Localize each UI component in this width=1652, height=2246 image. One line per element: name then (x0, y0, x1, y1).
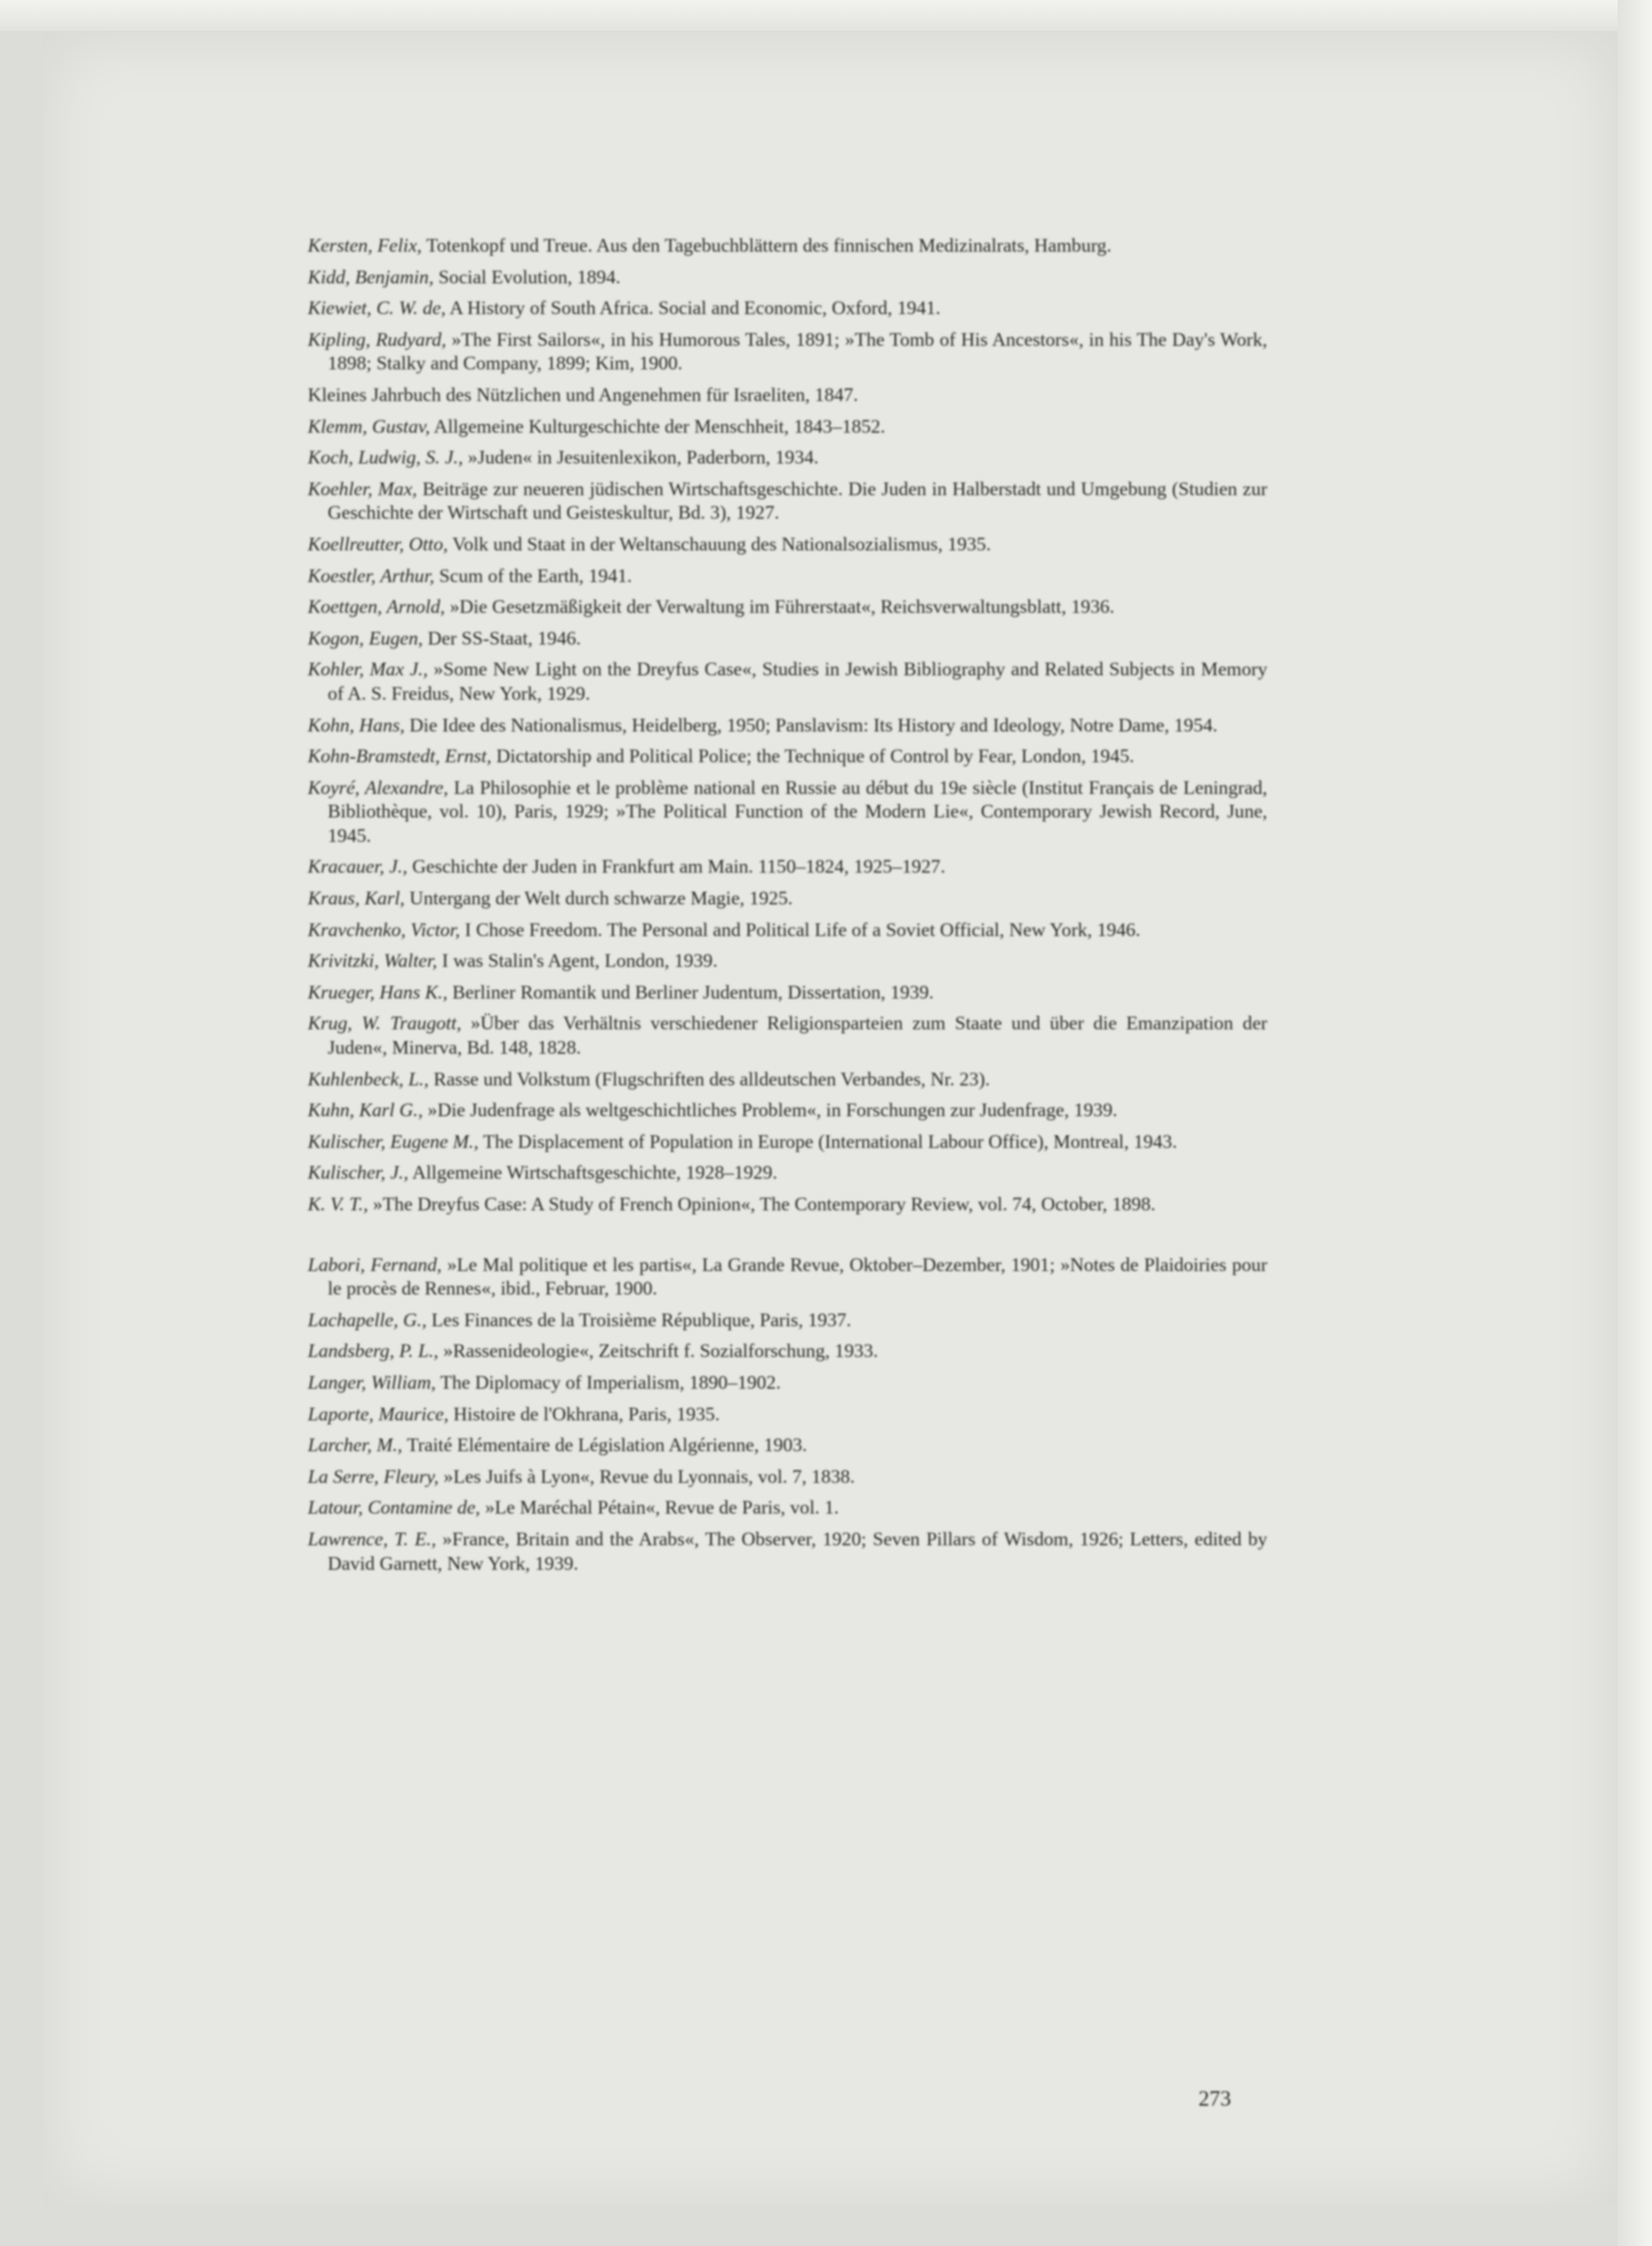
entry-author: Krivitzki, Walter, (308, 950, 437, 972)
entry-author: Kracauer, J., (308, 855, 408, 878)
entry-text: Totenkopf und Treue. Aus den Tagebuchblättern des finnischen Medizinalrats, Hamburg. (421, 234, 1112, 256)
page-number: 273 (1198, 2088, 1231, 2111)
bibliography-entry (308, 1098, 1267, 1123)
entry-author: Koehler, Max, (308, 477, 417, 500)
bibliography-entry (308, 713, 1267, 738)
entry-author: Lachapelle, G., (308, 1308, 427, 1331)
entry-text: »Le Mal politique et les partis«, La Grande Revue, Oktober–Dezember, 1901; »Notes de Plaidoiries pour le procès de Rennes«, ibid., Februar, 1900. (328, 1253, 1267, 1300)
bibliography-entry (308, 234, 1267, 258)
bibliography-entry (308, 776, 1267, 848)
entry-author: Kraus, Karl, (308, 887, 406, 910)
entry-text: »Die Judenfrage als weltgeschichtliches Problem«, in Forschungen zur Judenfrage, 1939. (423, 1099, 1118, 1122)
entry-text: Volk und Staat in der Weltanschauung des Nationalsozialismus, 1935. (447, 532, 991, 555)
entry-text: Allgemeine Kulturgeschichte der Menschheit, 1843–1852. (430, 415, 885, 437)
entry-text: Les Finances de la Troisième République, Paris, 1937. (426, 1308, 852, 1331)
entry-author: La Serre, Fleury, (308, 1465, 439, 1487)
entry-author: Kulischer, Eugene M., (308, 1130, 479, 1152)
entry-text: Geschichte der Juden in Frankfurt am Main. 1150–1824, 1925–1927. (407, 855, 946, 878)
entry-author: Koch, Ludwig, S. J., (308, 446, 463, 469)
entry-author: Labori, Fernand, (308, 1253, 442, 1276)
bibliography-entry (308, 328, 1267, 376)
entry-text: I Chose Freedom. The Personal and Political Life of a Soviet Official, New York, 1946. (460, 918, 1141, 941)
entry-text: »Die Gesetzmäßigkeit der Verwaltung im Führerstaat«, Reichsverwaltungsblatt, 1936. (444, 596, 1115, 618)
bibliography-entry (308, 1253, 1267, 1301)
entry-author: Landsberg, P. L., (308, 1340, 439, 1362)
bibliography-entry (308, 1192, 1267, 1217)
entry-author: Koyré, Alexandre, (308, 776, 449, 798)
bibliography-entry (308, 564, 1267, 588)
bibliography-entry (308, 855, 1267, 879)
entry-author: Koellreutter, Otto, (308, 532, 448, 555)
bibliography-entry (308, 1339, 1267, 1363)
bibliography-entry (308, 445, 1267, 470)
bibliography-entry (308, 918, 1267, 942)
entry-author: Lawrence, T. E., (308, 1527, 436, 1550)
entry-text: »France, Britain and the Arabs«, The Observer, 1920; Seven Pillars of Wisdom, 1926; Letters, edited by David Garnett, New York, 1939. (328, 1527, 1267, 1574)
entry-author: Koestler, Arthur, (308, 564, 434, 587)
entry-text: Untergang der Welt durch schwarze Magie, 1925. (405, 887, 793, 910)
entry-text: Beiträge zur neueren jüdischen Wirtschaftsgeschichte. Die Juden in Halberstadt und Umgebung (Studien zur Geschichte der Wirtschaft und Geisteskultur, Bd. 3), 1927. (328, 477, 1267, 524)
entry-author: Krueger, Hans K., (308, 980, 448, 1003)
entry-text: Social Evolution, 1894. (434, 265, 621, 288)
entry-text: »The Dreyfus Case: A Study of French Opinion«, The Contemporary Review, vol. 74, October, 1898. (368, 1193, 1156, 1215)
bibliography-entry (308, 744, 1267, 769)
bibliography-entry (308, 296, 1267, 320)
entry-text: Rasse und Volkstum (Flugschriften des alldeutschen Verbandes, Nr. 23). (428, 1067, 990, 1090)
entry-text: Histoire de l'Okhrana, Paris, 1935. (448, 1402, 721, 1425)
bibliography-entry (308, 477, 1267, 525)
entry-author: Kidd, Benjamin, (308, 265, 434, 288)
entry-author: Kohler, Max J., (308, 658, 428, 681)
bibliography-entry (308, 383, 1267, 407)
bibliography-entry (308, 1130, 1267, 1154)
entry-text: Traité Elémentaire de Législation Algérienne, 1903. (402, 1434, 807, 1457)
bibliography-entry (308, 1465, 1267, 1489)
entry-author: Kersten, Felix, (308, 234, 422, 256)
bibliography-entry (308, 1527, 1267, 1575)
bibliography-entry (308, 1433, 1267, 1458)
bibliography-entry (308, 595, 1267, 619)
entry-text: »Le Maréchal Pétain«, Revue de Paris, vol. 1. (480, 1496, 839, 1519)
bibliography-entry (308, 1496, 1267, 1520)
entry-text: »Juden« in Jesuitenlexikon, Paderborn, 1934. (463, 446, 819, 469)
entry-author: Laporte, Maurice, (308, 1402, 449, 1425)
entry-author: Kravchenko, Victor, (308, 918, 461, 941)
scan-edge-right (1618, 0, 1652, 2246)
entry-author: Kuhlenbeck, L., (308, 1067, 429, 1090)
bibliography-entry (308, 1011, 1267, 1059)
entry-text: »The First Sailors«, in his Humorous Tales, 1891; »The Tomb of His Ancestors«, in his The Day's Work, 1898; Stalky and Company, 1899; Kim, 1900. (328, 328, 1267, 375)
entry-author: Krug, W. Traugott, (308, 1012, 462, 1035)
entry-text: The Diplomacy of Imperialism, 1890–1902. (435, 1371, 781, 1393)
entry-text: Dictatorship and Political Police; the Technique of Control by Fear, London, 1945. (491, 745, 1134, 768)
entry-author: K. V. T., (308, 1193, 368, 1215)
entry-text: »Les Juifs à Lyon«, Revue du Lyonnais, vol. 7, 1838. (438, 1465, 855, 1487)
bibliography-entry (308, 626, 1267, 651)
entry-text: Der SS-Staat, 1946. (423, 626, 581, 649)
bibliography-entry (308, 1371, 1267, 1395)
bibliography-entry (308, 415, 1267, 439)
entry-author: Kohn-Bramstedt, Ernst, (308, 745, 492, 768)
entry-text: A History of South Africa. Social and Economic, Oxford, 1941. (445, 297, 941, 320)
bibliography-entry (308, 532, 1267, 557)
bibliography-entry (308, 1161, 1267, 1185)
entry-author: Langer, William, (308, 1371, 436, 1393)
entry-text: Allgemeine Wirtschaftsgeschichte, 1928–1929. (408, 1161, 778, 1184)
entry-author: Kulischer, J., (308, 1161, 409, 1184)
entry-author: Koettgen, Arnold, (308, 596, 445, 618)
entry-text: The Displacement of Population in Europe (International Labour Office), Montreal, 1943. (478, 1130, 1178, 1152)
entry-author: Kiewiet, C. W. de, (308, 297, 446, 320)
entry-text: I was Stalin's Agent, London, 1939. (436, 950, 718, 972)
entry-author: Kogon, Eugen, (308, 626, 424, 649)
bibliography-list (308, 234, 1267, 1582)
entry-text: »Über das Verhältnis verschiedener Religionsparteien zum Staate und über die Emanzipation der Juden«, Minerva, Bd. 148, 1828. (328, 1012, 1267, 1059)
entry-text: »Rassenideologie«, Zeitschrift f. Sozialforschung, 1933. (438, 1340, 878, 1362)
entry-text: »Some New Light on the Dreyfus Case«, Studies in Jewish Bibliography and Related Subjects in Memory of A. S. Freidus, New York, 1929. (328, 658, 1267, 704)
entry-author: Kuhn, Karl G., (308, 1099, 424, 1122)
bibliography-entry (308, 886, 1267, 911)
entry-author: Latour, Contamine de, (308, 1496, 481, 1519)
bibliography-entry (308, 1067, 1267, 1092)
bibliography-entry (308, 657, 1267, 705)
entry-author: Klemm, Gustav, (308, 415, 431, 437)
bibliography-entry (308, 265, 1267, 290)
bibliography-entry (308, 1308, 1267, 1333)
entry-author: Kohn, Hans, (308, 713, 406, 736)
entry-text: Die Idee des Nationalismus, Heidelberg, 1950; Panslavism: Its History and Ideology, Notre Dame, 1954. (405, 713, 1218, 736)
entry-text: Berliner Romantik und Berliner Judentum, Dissertation, 1939. (447, 980, 934, 1003)
entry-author: Kipling, Rudyard, (308, 328, 446, 350)
entry-author: Larcher, M., (308, 1434, 403, 1457)
entry-text: Scum of the Earth, 1941. (434, 564, 633, 587)
bibliography-entry (308, 1402, 1267, 1427)
entry-text: La Philosophie et le problème national en Russie au début du 19e siècle (Institut Français de Leningrad, Bibliothèque, vol. 10), Paris, 1929; »The Political Function of the Modern Lie«, Contemporary Jewish Record, June, 1945. (328, 776, 1267, 846)
scan-edge-top (0, 0, 1652, 31)
bibliography-entry (308, 949, 1267, 973)
entry-text: Kleines Jahrbuch des Nützlichen und Angenehmen für Israeliten, 1847. (308, 383, 858, 406)
bibliography-entry (308, 980, 1267, 1005)
